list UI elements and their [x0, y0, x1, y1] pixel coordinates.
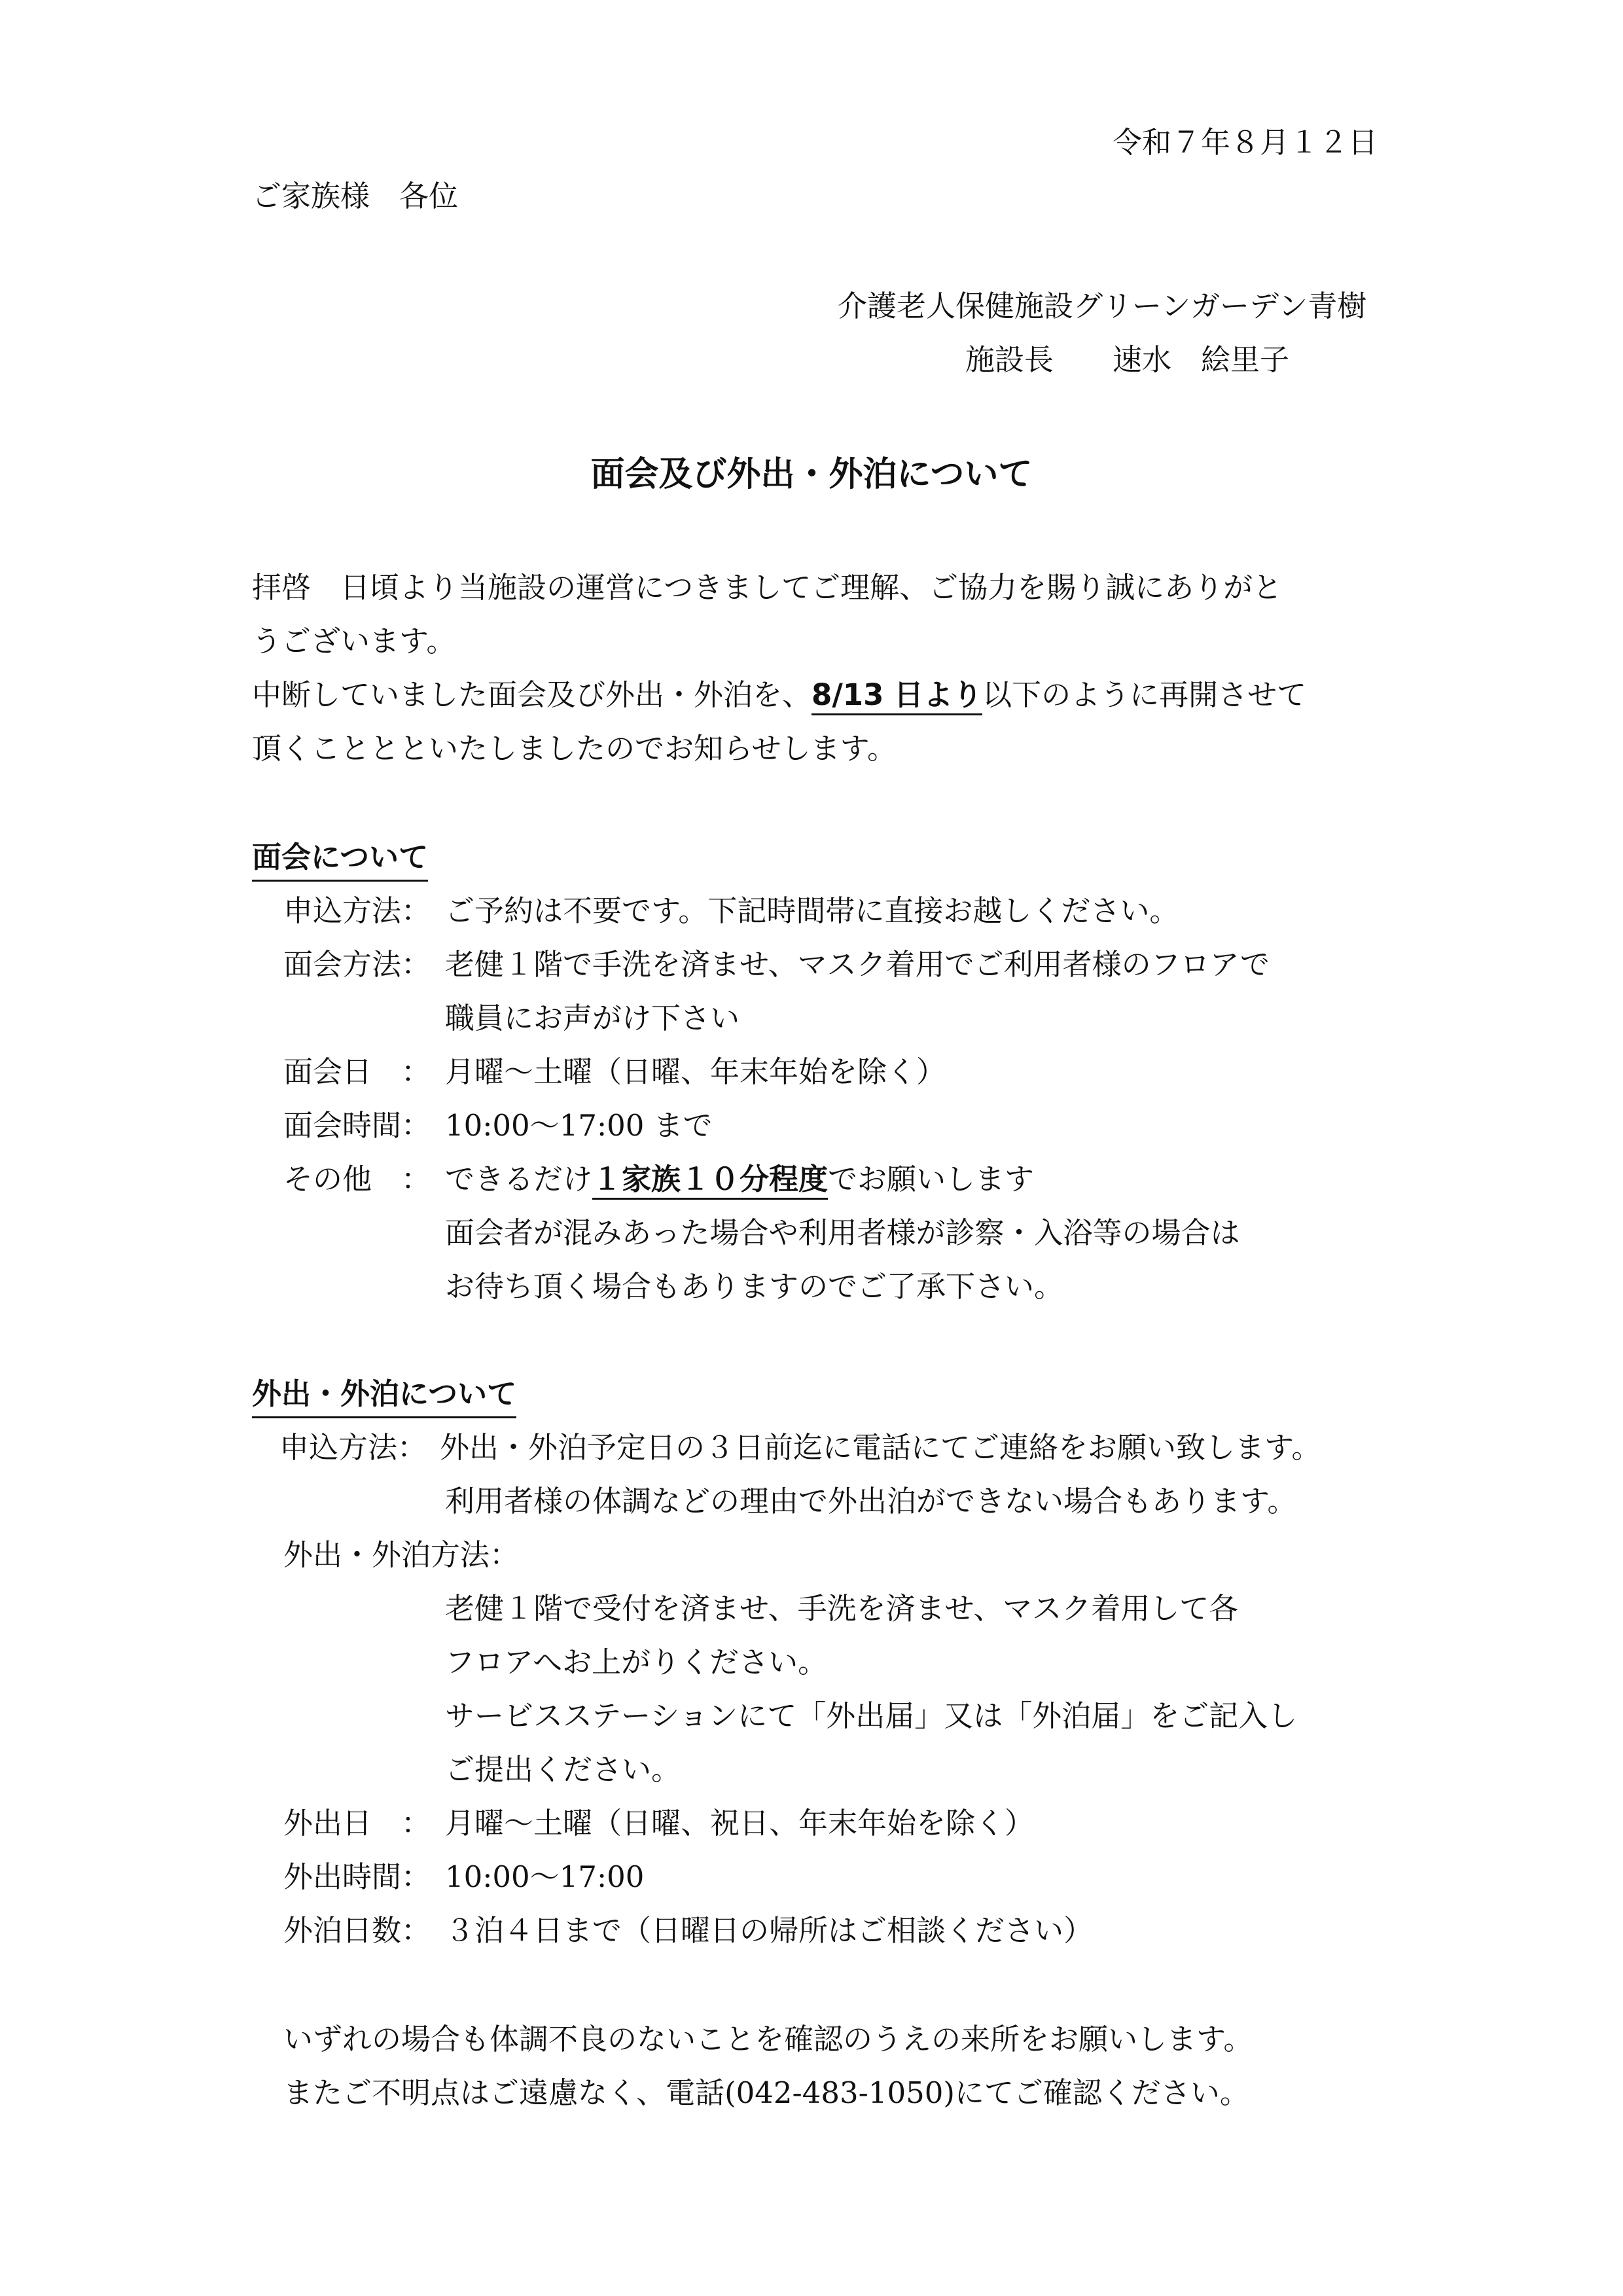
resume-date-emphasis: 8/13 日より: [812, 677, 982, 715]
outing-method-label: 外出・外泊方法：: [283, 1537, 520, 1572]
visit-apply-value: ご予約は不要です。下記時間帯に直接お越しください。: [445, 893, 1179, 928]
outing-heading: 外出・外泊について: [252, 1374, 516, 1418]
outing-day-value: 月曜～土曜（日曜、祝日、年末年始を除く）: [445, 1806, 1035, 1840]
outing-nights-label: 外泊日数：: [283, 1913, 431, 1948]
outing-nights-value: ３泊４日まで（日曜日の帰所はご相談ください）: [445, 1913, 1094, 1948]
outing-apply-value-1: 外出・外泊予定日の３日前迄に電話にてご連絡をお願い致します。: [440, 1430, 1321, 1465]
intro-line-2: うございます。: [252, 624, 456, 658]
outing-time-label: 外出時間：: [283, 1859, 431, 1894]
visit-other-pre: できるだけ: [445, 1162, 593, 1196]
closing-line-2: またご不明点はご遠慮なく、電話(042-483-1050)にてご確認ください。: [283, 2075, 1249, 2110]
outing-method-value-3: サービスステーションにて「外出届」又は「外泊届」をご記入し: [445, 1698, 1298, 1733]
intro-line-1: 拝啓 日頃より当施設の運営につきましてご理解、ご協力を賜り誠にありがと: [252, 570, 1283, 605]
closing-line-1: いずれの場合も体調不良のないことを確認のうえの来所をお願いします。: [283, 2022, 1253, 2056]
outing-method-value-1: 老健１階で受付を済ませ、手洗を済ませ、マスク着用して各: [445, 1591, 1239, 1626]
intro-line-3: [252, 675, 1306, 715]
visit-day-value: 月曜～土曜（日曜、年末年始を除く）: [445, 1054, 946, 1089]
outing-apply-value-2: 利用者様の体調などの理由で外出泊ができない場合もあります。: [445, 1484, 1297, 1518]
visit-other-value-1: [445, 1160, 1034, 1199]
visit-day-label: 面会日 ：: [283, 1054, 431, 1089]
intro-line-4: 頂くこととといたしましたのでお知らせします。: [252, 731, 897, 766]
visit-heading: 面会について: [252, 838, 428, 882]
outing-day-label: 外出日 ：: [283, 1806, 431, 1840]
visit-duration-emphasis: １家族１０分程度: [592, 1162, 828, 1200]
outing-time-value: 10:00～17:00: [445, 1859, 645, 1894]
document-date: 令和７年８月１２日: [1113, 125, 1378, 160]
outing-method-value-2: フロアへお上がりください。: [445, 1645, 828, 1679]
director-name: 施設長 速水 絵里子: [965, 342, 1290, 377]
visit-method-value-2: 職員にお声がけ下さい: [445, 1001, 740, 1035]
visit-other-post: でお願いします: [828, 1162, 1035, 1196]
visit-other-value-2: 面会者が混みあった場合や利用者様が診察・入浴等の場合は: [445, 1215, 1240, 1250]
visit-other-label: その他 ：: [283, 1162, 431, 1196]
intro-line-3-pre: 中断していました面会及び外出・外泊を、: [252, 677, 812, 712]
visit-method-label: 面会方法：: [283, 947, 431, 982]
recipient: ご家族様 各位: [252, 179, 459, 213]
intro-line-3-post: 以下のように再開させて: [982, 677, 1307, 712]
visit-time-value: 10:00～17:00 まで: [445, 1108, 713, 1143]
page-title: 面会及び外出・外泊について: [590, 455, 1033, 494]
visit-method-value-1: 老健１階で手洗を済ませ、マスク着用でご利用者様のフロアで: [445, 947, 1270, 982]
outing-method-value-4: ご提出ください。: [445, 1752, 681, 1787]
visit-time-label: 面会時間：: [283, 1108, 431, 1143]
facility-name: 介護老人保健施設グリーンガーデン青樹: [838, 289, 1367, 323]
visit-other-value-3: お待ち頂く場合もありますのでご了承下さい。: [445, 1269, 1064, 1304]
visit-apply-label: 申込方法：: [283, 893, 431, 928]
outing-apply-label: 申込方法：: [279, 1430, 427, 1465]
